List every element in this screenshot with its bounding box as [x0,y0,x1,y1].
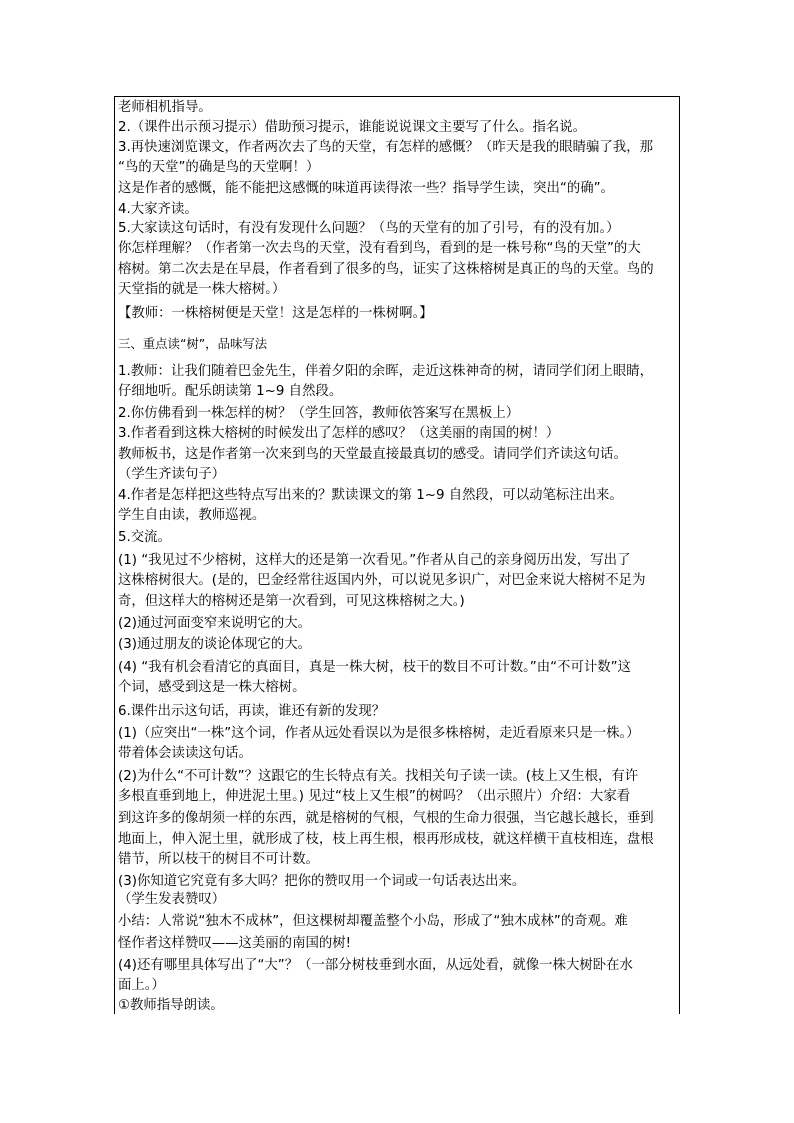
text-line: 老师相机指导。 [118,100,212,115]
text-line: (4)还有哪里具体写出了“大”？（一部分树枝垂到水面，从远处看，就像一株大树卧在水 [118,958,633,973]
text-line: 怪作者这样赞叹——这美丽的南国的树! [118,936,352,951]
text-line: 地面上，伸入泥土里，就形成了枝，枝上再生根，根再形成枝，就这样横干直枝相连，盘根 [118,832,654,847]
text-line: (3)通过朋友的谈论体现它的大。 [118,637,312,652]
text-line: (2)为什么“不可计数”？这跟它的生长特点有关。找相关句子读一读。(枝上又生根，有许 [118,769,639,784]
text-line: 5.大家读这句话时，有没有发现什么问题？（鸟的天堂有的加了引号，有的没有加。） [118,221,620,236]
text-line: 仔细地听。配乐朗读第 1~9 自然段。 [118,384,343,399]
text-line: (1) “我见过不少榕树，这样大的还是第一次看见。”作者从自己的亲身阅历出发，写出了 [118,553,631,568]
text-line: 4.大家齐读。 [118,202,198,217]
text-line: 6.课件出示这句话，再读，谁还有新的发现？ [118,704,386,719]
text-line: (3)你知道它究竟有多大吗？把你的赞叹用一个词或一句话表达出来。 [118,874,526,889]
text-line: 1.教师：让我们随着巴金先生，伴着夕阳的余晖，走近这株神奇的树，请同学们闭上眼睛， [118,364,654,379]
text-line: ①教师指导朗读。 [118,998,224,1013]
text-line: 4.作者是怎样把这些特点写出来的？默读课文的第 1~9 自然段，可以动笔标注出来。 [118,488,623,503]
text-line: 学生自由读，教师巡视。 [118,508,266,523]
table-top-border [114,96,680,97]
text-line: (4) “我有机会看清它的真面目，真是一株大树，枝干的数目不可计数。”由“不可计数”这 [118,660,631,675]
text-line: 2.你仿佛看到一株怎样的树？（学生回答，教师依答案写在黑板上） [118,406,520,421]
text-line: 天堂指的就是一株大榕树。） [118,282,286,297]
text-line: 3.作者看到这株大榕树的时候发出了怎样的感叹？（这美丽的南国的树！） [118,426,560,441]
text-line: (2)通过河面变窄来说明它的大。 [118,616,312,631]
text-line: (1)（应突出“一株”这个词，作者从远处看误以为是很多株榕树，走近看原来只是一株。） [118,726,640,741]
text-line: 小结：人常说“独木不成林”，但这棵树却覆盖整个小岛，形成了“独木成林”的奇观。难 [118,914,628,929]
section-heading: 三、重点读“树”，品味写法 [118,336,268,351]
text-line: 5.交流。 [118,530,171,545]
text-line: 你怎样理解？（作者第一次去鸟的天堂，没有看到鸟，看到的是一株号称“鸟的天堂”的大 [118,241,641,256]
text-line: 榕树。第二次去是在早晨，作者看到了很多的鸟，证实了这株榕树是真正的鸟的天堂。鸟的 [118,262,654,277]
text-line: 错节，所以枝干的树目不可计数。 [118,852,319,867]
text-line: （学生发表赞叹） [118,892,226,907]
text-line: 2.（课件出示预习提示）借助预习提示，谁能说说课文主要写了什么。指名说。 [118,120,587,135]
text-line: 【教师：一株榕树便是天堂！这是怎样的一株树啊。】 [118,306,433,321]
text-line: 这株榕树很大。(是的，巴金经常往返国内外，可以说见多识广，对巴金来说大榕树不足为 [118,573,646,588]
text-line: “鸟的天堂”的确是鸟的天堂啊！） [118,160,320,175]
text-line: 教师板书，这是作者第一次来到鸟的天堂最直接最真切的感受。请同学们齐读这句话。 [118,447,627,462]
text-line: 奇，但这样大的榕树还是第一次看到，可见这株榕树之大。) [118,594,465,609]
text-line: 这是作者的感慨，能不能把这感慨的味道再读得浓一些？指导学生读，突出“的确”。 [118,181,614,196]
text-line: 到这许多的像胡须一样的东西，就是榕树的气根，气根的生命力很强，当它越长越长，垂到 [118,811,654,826]
text-line: 多根直垂到地上，伸进泥土里。) 见过“枝上又生根”的树吗？（出示照片）介绍：大家看 [118,789,631,804]
text-line: （学生齐读句子） [118,467,226,482]
text-line: 带着体会读读这句话。 [118,746,252,761]
text-line: 3.再快速浏览课文，作者两次去了鸟的天堂，有怎样的感慨？（昨天是我的眼睛骗了我，那 [118,140,654,155]
text-line: 面上。） [118,978,165,993]
text-line: 个词，感受到这是一株大榕树。 [118,680,306,695]
